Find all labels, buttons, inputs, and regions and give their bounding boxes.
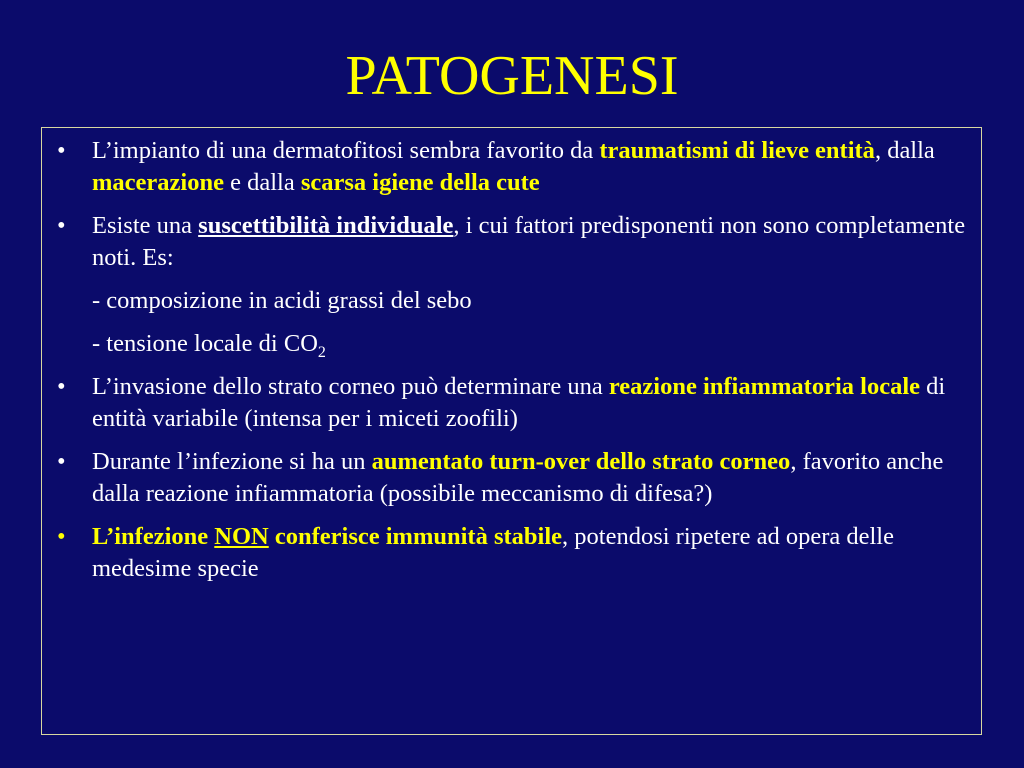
bullet-text: e dalla	[223, 169, 301, 196]
bullet-dot: •	[57, 373, 66, 400]
bullet-text: , favorito anche dalla reazione infiammatoria (possibile meccanismo di difesa?)	[92, 448, 944, 507]
highlight-text: reazione infiammatoria locale	[608, 373, 920, 400]
slide-title: PATOGENESI	[345, 45, 679, 107]
sub-item	[57, 328, 972, 360]
highlight-text: conferisce immunità stabile	[268, 523, 563, 550]
bullet-text: di entità variabile (intensa per i miceti zoofili)	[92, 373, 946, 432]
bullet-item	[57, 446, 972, 510]
bullet-list	[57, 135, 972, 596]
bullet-dot: •	[57, 448, 66, 475]
bullet-item	[57, 371, 972, 435]
underlined-text: suscettibilità individuale	[198, 212, 454, 239]
sub-item-text: - tensione locale di CO	[92, 330, 318, 357]
highlight-text: aumentato turn-over dello strato corneo	[371, 448, 791, 475]
bullet-text: Esiste una	[92, 212, 199, 239]
bullet-dot: •	[57, 137, 66, 164]
subscript: 2	[317, 344, 326, 361]
bullet-item	[57, 135, 972, 199]
bullet-dot: •	[57, 212, 66, 239]
bullet-text: , potendosi ripetere ad opera delle medesime specie	[92, 523, 894, 582]
highlight-text: traumatismi di lieve entità	[599, 137, 875, 164]
highlight-text: L’infezione	[92, 523, 215, 550]
bullet-item	[57, 521, 972, 585]
bullet-item	[57, 210, 972, 274]
sub-item: - composizione in acidi grassi del sebo	[92, 287, 472, 314]
underlined-text: NON	[214, 523, 269, 550]
bullet-text: L’invasione dello strato corneo può determinare una	[92, 373, 609, 400]
bullet-text: Durante l’infezione si ha un	[92, 448, 372, 475]
bullet-text: , dalla	[874, 137, 935, 164]
bullet-text: L’impianto di una dermatofitosi sembra favorito da	[92, 137, 600, 164]
highlight-text: scarsa igiene della cute	[300, 169, 540, 196]
highlight-text: macerazione	[92, 169, 224, 196]
bullet-text: , i cui fattori predisponenti non sono completamente noti. Es:	[92, 212, 966, 271]
bullet-dot: •	[57, 523, 66, 550]
